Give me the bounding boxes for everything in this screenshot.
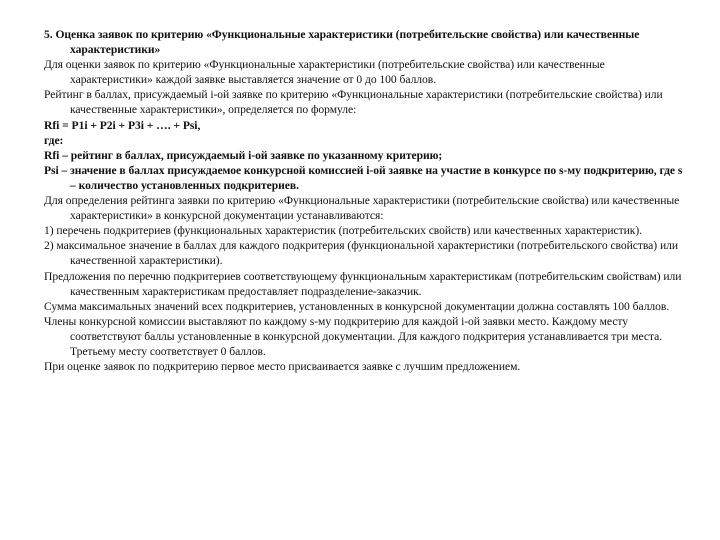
paragraph-commission-places: Члены конкурсной комиссии выставляют по каждому s-му подкритерию для каждой i-ой заявки место. Каждому месту соответствуют баллы установленные в конкурсной документации. Для каждого подкритерия устанавливается три места. Третьему месту соответствует 0 баллов. [44, 314, 663, 358]
formula-psi-definition: Psi – значение в баллах присуждаемое конкурсной комиссией i-ой заявке на участие в конкурсе по s-му подкритерию, где s – количество установленных подкритериев. [44, 163, 683, 192]
paragraph-first-place: При оценке заявок по подкритерию первое место присваивается заявке с лучшим предложением. [44, 360, 521, 374]
section-heading: 5. Оценка заявок по критерию «Функциональные характеристики (потребительские свойства) или качественные характеристики» [44, 28, 640, 57]
paragraph-score-range: Для оценки заявок по критерию «Функциональные характеристики (потребительские свойства) или качественные характеристики» каждой заявке выставляется значение от 0 до 100 баллов. [44, 58, 605, 87]
paragraph-documentation-sets: Для определения рейтинга заявки по критерию «Функциональные характеристики (потребительские свойства) или качественные характеристики» в конкурсной документации устанавливаются: [44, 194, 680, 223]
paragraph-sum-max-values: Сумма максимальных значений всех подкритериев, установленных в конкурсной документации должна составлять 100 баллов. [44, 299, 670, 313]
list-item-max-values: 2) максимальное значение в баллах для каждого подкритерия (функциональной характеристики (потребительского свойства) или качественной характеристики). [44, 239, 678, 268]
paragraph-proposals: Предложения по перечню подкритериев соответствующему функциональным характеристикам (потребительским свойствам) или качественным характеристикам предоставляет подразделение-заказчик. [44, 269, 682, 298]
formula-where-label: где: [44, 133, 64, 147]
document-body [44, 27, 684, 374]
formula: Rfi = P1i + P2i + P3i + …. + Psi, [44, 118, 201, 132]
list-item-subcriteria: 1) перечень подкритериев (функциональных характеристик (потребительских свойств) или качественных характеристик). [44, 224, 643, 238]
formula-rfi-definition: Rfi – рейтинг в баллах, присуждаемый i-ой заявке по указанному критерию; [44, 148, 443, 162]
paragraph-rating-definition: Рейтинг в баллах, присуждаемый i-ой заявке по критерию «Функциональные характеристики (потребительские свойства) или качественные характеристики», определяется по формуле: [44, 88, 663, 117]
